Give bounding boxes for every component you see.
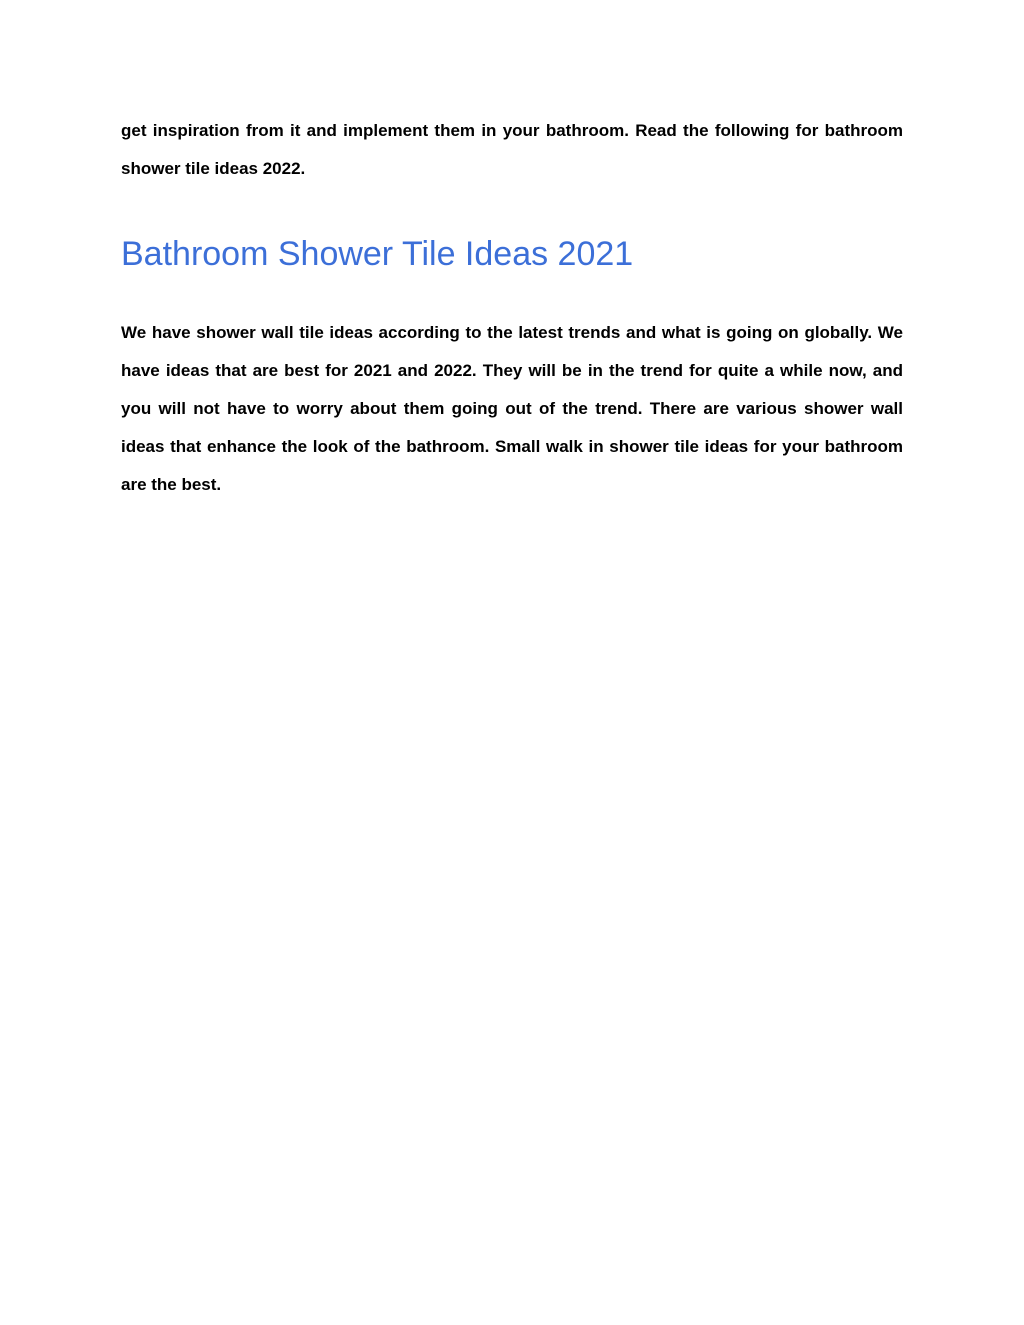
- document-page: [121, 112, 903, 504]
- section-heading: Bathroom Shower Tile Ideas 2021: [121, 235, 634, 273]
- intro-paragraph: get inspiration from it and implement them in your bathroom. Read the following for bathroom shower tile ideas 2022.: [121, 121, 903, 178]
- body-paragraph: We have shower wall tile ideas according to the latest trends and what is going on globally. We have ideas that are best for 2021 and 2022. They will be in the trend for quite a while now, and you will not have to worry about them going out of the trend. There are various shower wall ideas that enhance the look of the bathroom. Small walk in shower tile ideas for your bathroom are the best.: [121, 323, 903, 494]
